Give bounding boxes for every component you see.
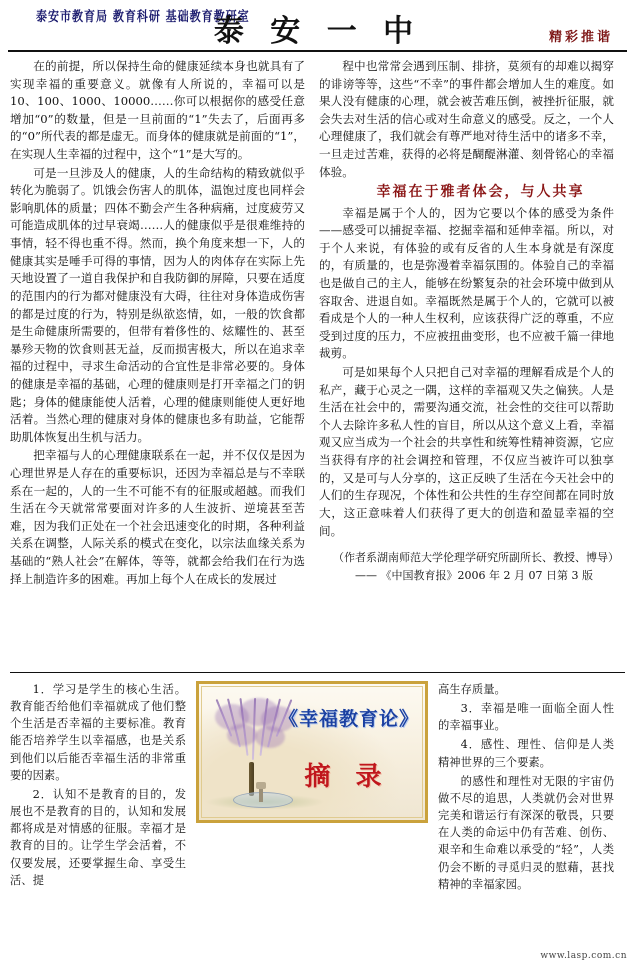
banner-subtitle: 摘 录 [304,762,390,792]
masthead-left-marks: 泰安市教育局 教育科研 基础教育教研室 [36,8,250,25]
paragraph: 程中也常常会遇到压制、排挤，莫须有的却难以揭穿的诽谤等等，这些“不幸”的事件都会增加人生的难度。如果人没有健康的心理，就会被苦难压倒，被挫折征服，就会失去对生活的信心或对生命意义的感受。反之，一个人心理健康了，我们就会有尊严地对待生活中的诸多不幸，一旦走过苦难，获得的必将是醐醍淋灌、刻骨铭心的幸福体验。 [319,59,614,179]
paragraph: 把幸福与人的心理健康联系在一起，并不仅仅是因为心理世界是人存在的重要标识，还因为幸福总是与不幸联系在一起的，人的一生不可能不有的征服或超越。而我们生活在今天就常常要面对许多的人生波折、逆境甚至苦难，因为我们正处在一个社会迅速变化的时期，各种利益关系在调整，人际关系的模式在变化，以宗法血缘关系为基础的“熟人社会”在解体，等等，就都会给我们在行为选择上制造许多的困难。再加上每个人在成长的发展过 [10,448,305,586]
source-line: —— 《中国教育报》2006 年 2 月 07 日第 3 版 [355,568,593,582]
paragraph: 在的前提，所以保持生命的健康延续本身也就具有了实现幸福的重要意义。就像有人所说的，幸福可以是 10、100、1000、10000……你可以根据你的感受任意增加“0”的数量，但是一旦前面的“1”失去了，后面再多的“0”所代表的都是虚无。而身体的健康就是前面的“1”，在实现人生幸福的过程中，这个“1”是大写的。 [10,59,305,162]
masthead [8,4,627,52]
article-columns [10,58,625,658]
book-excerpt-banner [196,681,428,823]
section-heading: 幸福在于雅者体会，与人共享 [376,184,585,201]
excerpt-section [10,672,625,945]
excerpt-column-right [438,681,614,945]
author-line: （作者系湖南师范大学伦理学研究所副所长、教授、博导） [333,551,619,565]
excerpt-column-left [10,681,186,945]
paragraph: 可是一旦涉及人的健康，人的生命结构的精致就似乎转化为脆弱了。饥饿会伤害人的肌体，温饱过度也同样会影响肌体的质量；四体不勤会产生各种病痛，过度疲劳又可能造成肌体的过早衰竭……人的健康似乎是很难维持的事情，轻不得也重不得。然而，换个角度来想一下，人的健康其实是唾手可得的事情，因为人的肉体存在实际上先天地设置了一道自我保护和自我防御的屏障，只要在适度的范围内的行为都对健康没有大碍，往往对身体造成伤害的都是过度的行为，特别是纵欲恣情，如，一般的饮食都是生命健康所需要的，但带有着侈性的、炫耀性的、甚至暴殄天物的饮食则甚无益，反而损害极大，所以在追求幸福的过程中，寻求生命活动的合宜性是非常必要的。身体的健康是幸福的基础，心理的健康则是打开幸福之门的钥匙；身体的健康能使人活着，心理的健康则能使人更好地活着。当然心理的健康对身体的健康也多有助益，它能帮助肌体恢复出生机与活力。 [10,165,305,444]
article-column-right [319,58,619,658]
attribution-block [319,550,619,584]
paragraph: 可是如果每个人只把自己对幸福的理解看成是个人的私产，藏于心灵之一隅，这样的幸福观又失之偏狭。人是生活在社会中的，需要沟通交流，社会性的交往可以帮助个人去除许多私人性的盲目，所以从这个意义上看，幸福观又应当成为一个社会的共享性和统筹性精神资源，它应当获得有序的社会调控和管理，不仅应当被许可以独享的，又是可与人分享的，这正反映了生活在今天社会中的人们的生存现况，个体性和公共性的生存空间都在同时放大，这正意味着人们获得了更大的创造和盈显幸福的空间。 [319,365,614,538]
excerpt-item: 3．幸福是唯一面临全面人性的幸福事业。 [438,702,614,733]
footer-watermark: www.lasp.com.cn [540,951,627,961]
excerpt-item: 的感性和理性对无限的宇宙仍做不尽的追思，人类就仍会对世界完美和谐运行有深深的敬畏，只要在人类的命运中仍有苦难、创伤、艰辛和生命难以承受的“轻”，人类仍会不断的寻觅归灵的慰藉，甚找精神的幸福家园。 [438,774,614,891]
article-column-left [10,58,305,658]
excerpt-item: 高生存质量。 [438,683,506,696]
banner-title: 《幸福教育论》 [279,708,420,730]
excerpt-item: 4．感性、理性、信仰是人类精神世界的三个要素。 [438,738,614,769]
paragraph: 幸福是属于个人的，因为它要以个体的感受为条件——感受可以捕捉幸福、挖掘幸福和延伸幸福。所以，对于个人来说，有体验的或有反省的人生本身就是有深度的，有质量的，也是弥漫着幸福氛围的。体验自己的幸福也是做自己的主人，能够在纷繁复杂的社会环境中做到从容取舍、进退自如。幸福既然是属于个人的，它就可以被看成是个人的一种人生权利，应该获得广泛的尊重，不应受到过度的压力，不应被扭曲变形，也不应被千篇一律地裁剪。 [319,205,614,361]
excerpt-item: 1．学习是学生的核心生活。教育能否给他们幸福就成了他们整个生活是否幸福的主要标准。教育能否培养学生以幸福感，也是关系到他们以后能否幸福生活的非常重要的因素。 [10,683,186,782]
masthead-section-label: 精彩推谐 [548,30,613,45]
excerpt-item: 2．认知不是教育的目的，发展也不是教育的目的，认知和发展都将成是对情感的征服。幸福才是教育的目的。让学生学会活着，不仅要发展，还要掌握生命、享受生活、提 [10,787,186,887]
page-title: 泰 安 一 中 [213,14,422,49]
